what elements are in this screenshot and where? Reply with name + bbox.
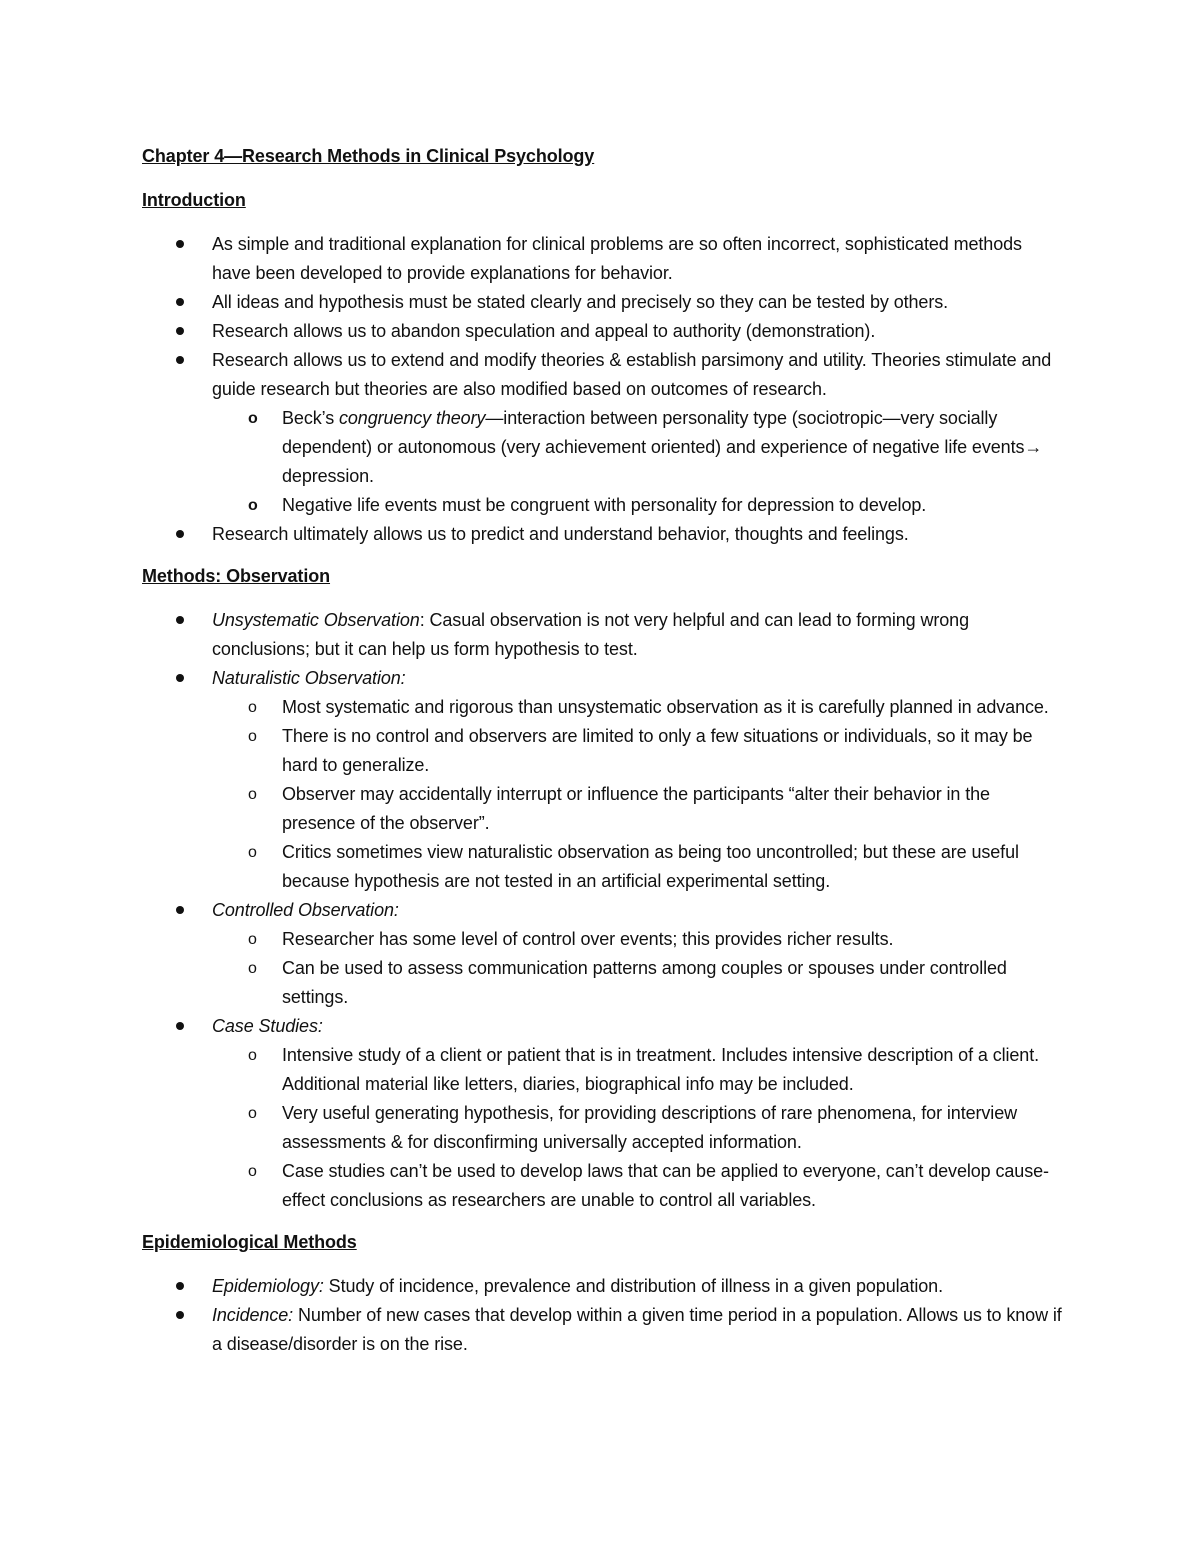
circle-bullet-icon: o: [248, 960, 257, 977]
circle-bullet-icon: o: [248, 931, 257, 948]
sub-list-item: o Can be used to assess communication patterns among couples or spouses under controlled settings.: [212, 954, 1062, 1012]
list-item: Research allows us to abandon speculation and appeal to authority (demonstration).: [142, 317, 1062, 346]
sub-list: [212, 404, 1062, 520]
list-item: Naturalistic Observation: o Most systematic and rigorous than unsystematic observation as it is carefully planned in advance. o There is no control and observers are limited to only a few situations or individuals, so it may be hard to generalize. o Observer may accidentally interrupt or influence the participants “alter their behavior in the presence of the observer”. o Critics sometimes view naturalistic observation as being too uncontrolled; but these are useful because hypothesis are not tested in an artificial experimental setting.: [142, 664, 1062, 896]
bullet-icon: [176, 530, 184, 538]
circle-bullet-icon: o: [248, 497, 258, 514]
list-item: Controlled Observation: o Researcher has some level of control over events; this provides richer results. o Can be used to assess communication patterns among couples or spouses under controlled settings.: [142, 896, 1062, 1012]
bullet-icon: [176, 1022, 184, 1030]
sub-list-item: o Very useful generating hypothesis, for providing descriptions of rare phenomena, for interview assessments & for disconfirming universally accepted information.: [212, 1099, 1062, 1157]
sub-list: [212, 693, 1062, 896]
bullet-icon: [176, 240, 184, 248]
sub-list-item: o There is no control and observers are limited to only a few situations or individuals, so it may be hard to generalize.: [212, 722, 1062, 780]
sub-list: [212, 925, 1062, 1012]
introduction-list: [142, 230, 1062, 549]
section-heading-epidemiological: Epidemiological Methods: [142, 1232, 357, 1252]
list-item: Case Studies: o Intensive study of a client or patient that is in treatment. Includes intensive description of a client. Additional material like letters, diaries, biographical info may be included. o Very useful generating hypothesis, for providing descriptions of rare phenomena, for interview assessments & for disconfirming universally accepted information. o Case studies can’t be used to develop laws that can be applied to everyone, can’t develop cause-effect conclusions as researchers are unable to control all variables.: [142, 1012, 1062, 1215]
bullet-icon: [176, 327, 184, 335]
section-heading-observation: Methods: Observation: [142, 566, 331, 586]
circle-bullet-icon: o: [248, 1047, 257, 1064]
sub-list-item: o Critics sometimes view naturalistic observation as being too uncontrolled; but these are useful because hypothesis are not tested in an artificial experimental setting.: [212, 838, 1062, 896]
list-item: Unsystematic Observation: Casual observation is not very helpful and can lead to forming wrong conclusions; but it can help us form hypothesis to test.: [142, 606, 1062, 664]
bullet-icon: [176, 298, 184, 306]
sub-list-item: o Case studies can’t be used to develop laws that can be applied to everyone, can’t develop cause-effect conclusions as researchers are unable to control all variables.: [212, 1157, 1062, 1215]
bullet-icon: [176, 1311, 184, 1319]
sub-list-item: o Beck’s congruency theory—interaction between personality type (sociotropic—very socially dependent) or autonomous (very achievement oriented) and experience of negative life events→ depression.: [212, 404, 1062, 491]
sub-list-item: o Negative life events must be congruent with personality for depression to develop.: [212, 491, 1062, 520]
list-item: Research ultimately allows us to predict and understand behavior, thoughts and feelings.: [142, 520, 1062, 549]
observation-list: [142, 606, 1062, 1215]
list-item: As simple and traditional explanation for clinical problems are so often incorrect, sophisticated methods have been developed to provide explanations for behavior.: [142, 230, 1062, 288]
list-item: Epidemiology: Study of incidence, prevalence and distribution of illness in a given population.: [142, 1272, 1062, 1301]
circle-bullet-icon: o: [248, 728, 257, 745]
bullet-icon: [176, 674, 184, 682]
sub-list-item: o Most systematic and rigorous than unsystematic observation as it is carefully planned in advance.: [212, 693, 1062, 722]
list-item: Incidence: Number of new cases that develop within a given time period in a population. Allows us to know if a disease/disorder is on the rise.: [142, 1301, 1062, 1359]
bullet-icon: [176, 356, 184, 364]
circle-bullet-icon: o: [248, 699, 257, 716]
circle-bullet-icon: o: [248, 1105, 257, 1122]
sub-list-item: o Observer may accidentally interrupt or influence the participants “alter their behavior in the presence of the observer”.: [212, 780, 1062, 838]
document-title: Chapter 4—Research Methods in Clinical Psychology: [142, 146, 595, 166]
circle-bullet-icon: o: [248, 1163, 257, 1180]
bullet-icon: [176, 1282, 184, 1290]
list-item: All ideas and hypothesis must be stated clearly and precisely so they can be tested by others.: [142, 288, 1062, 317]
sub-list: [212, 1041, 1062, 1215]
document-page: [142, 142, 1062, 1372]
circle-bullet-icon: o: [248, 410, 258, 427]
sub-list-item: o Researcher has some level of control over events; this provides richer results.: [212, 925, 1062, 954]
circle-bullet-icon: o: [248, 844, 257, 861]
list-item: Research allows us to extend and modify theories & establish parsimony and utility. Theories stimulate and guide research but theories are also modified based on outcomes of research. o Beck’s congruency theory—interaction between personality type (sociotropic—very socially dependent) or autonomous (very achievement oriented) and experience of negative life events→ depression. o Negative life events must be congruent with personality for depression to develop.: [142, 346, 1062, 520]
section-heading-introduction: Introduction: [142, 190, 246, 210]
circle-bullet-icon: o: [248, 786, 257, 803]
bullet-icon: [176, 906, 184, 914]
sub-list-item: o Intensive study of a client or patient that is in treatment. Includes intensive description of a client. Additional material like letters, diaries, biographical info may be included.: [212, 1041, 1062, 1099]
bullet-icon: [176, 616, 184, 624]
epidemiological-list: [142, 1272, 1062, 1359]
